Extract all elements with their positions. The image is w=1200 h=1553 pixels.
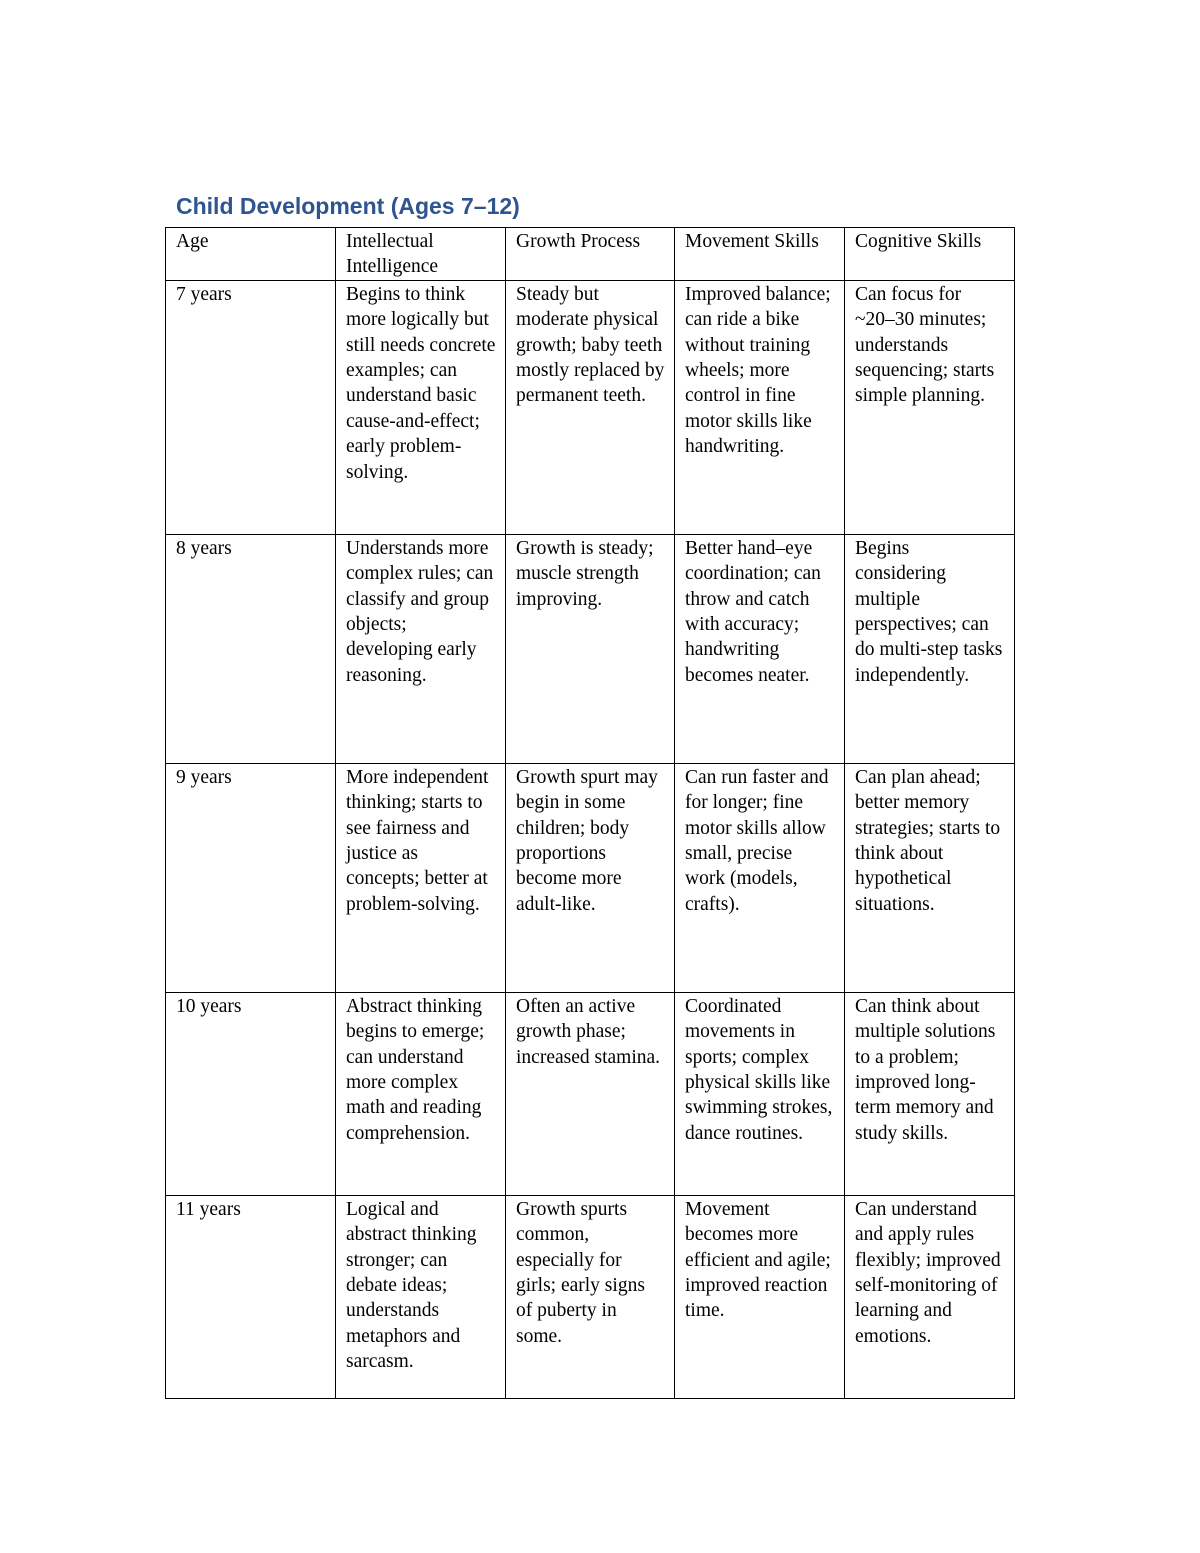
age-cell: 8 years: [166, 534, 336, 763]
movement-cell: Can run faster and for longer; fine motor skills allow small, precise work (models, crafts).: [675, 763, 845, 992]
age-cell: 9 years: [166, 763, 336, 992]
growth-cell: Growth spurts common, especially for girls; early signs of puberty in some.: [506, 1195, 675, 1398]
table-row: [166, 280, 1015, 534]
cognitive-cell: Begins considering multiple perspectives; can do multi-step tasks independently.: [845, 534, 1015, 763]
header-growth-process: Growth Process: [506, 228, 675, 281]
movement-cell: Coordinated movements in sports; complex physical skills like swimming strokes, dance routines.: [675, 992, 845, 1195]
intellectual-cell: Begins to think more logically but still needs concrete examples; can understand basic cause-and-effect; early problem-solving.: [336, 280, 506, 534]
intellectual-cell: Understands more complex rules; can classify and group objects; developing early reasoning.: [336, 534, 506, 763]
page-title: Child Development (Ages 7–12): [176, 193, 520, 219]
table-row: [166, 1195, 1015, 1398]
table-row: [166, 992, 1015, 1195]
development-table: [165, 227, 1015, 1399]
age-cell: 7 years: [166, 280, 336, 534]
table-row: [166, 763, 1015, 992]
growth-cell: Growth is steady; muscle strength improving.: [506, 534, 675, 763]
header-movement-skills: Movement Skills: [675, 228, 845, 281]
cognitive-cell: Can understand and apply rules flexibly; improved self-monitoring of learning and emotions.: [845, 1195, 1015, 1398]
age-cell: 11 years: [166, 1195, 336, 1398]
cognitive-cell: Can plan ahead; better memory strategies; starts to think about hypothetical situations.: [845, 763, 1015, 992]
growth-cell: Growth spurt may begin in some children; body proportions become more adult-like.: [506, 763, 675, 992]
movement-cell: Improved balance; can ride a bike without training wheels; more control in fine motor skills like handwriting.: [675, 280, 845, 534]
header-age: Age: [166, 228, 336, 281]
header-intellectual-intelligence: Intellectual Intelligence: [336, 228, 506, 281]
intellectual-cell: Abstract thinking begins to emerge; can understand more complex math and reading comprehension.: [336, 992, 506, 1195]
growth-cell: Steady but moderate physical growth; baby teeth mostly replaced by permanent teeth.: [506, 280, 675, 534]
movement-cell: Movement becomes more efficient and agile; improved reaction time.: [675, 1195, 845, 1398]
cognitive-cell: Can focus for ~20–30 minutes; understands sequencing; starts simple planning.: [845, 280, 1015, 534]
age-cell: 10 years: [166, 992, 336, 1195]
table-row: [166, 534, 1015, 763]
header-row: [166, 228, 1015, 281]
intellectual-cell: More independent thinking; starts to see fairness and justice as concepts; better at problem-solving.: [336, 763, 506, 992]
movement-cell: Better hand–eye coordination; can throw and catch with accuracy; handwriting becomes neater.: [675, 534, 845, 763]
cognitive-cell: Can think about multiple solutions to a problem; improved long-term memory and study skills.: [845, 992, 1015, 1195]
intellectual-cell: Logical and abstract thinking stronger; can debate ideas; understands metaphors and sarcasm.: [336, 1195, 506, 1398]
header-cognitive-skills: Cognitive Skills: [845, 228, 1015, 281]
growth-cell: Often an active growth phase; increased stamina.: [506, 992, 675, 1195]
